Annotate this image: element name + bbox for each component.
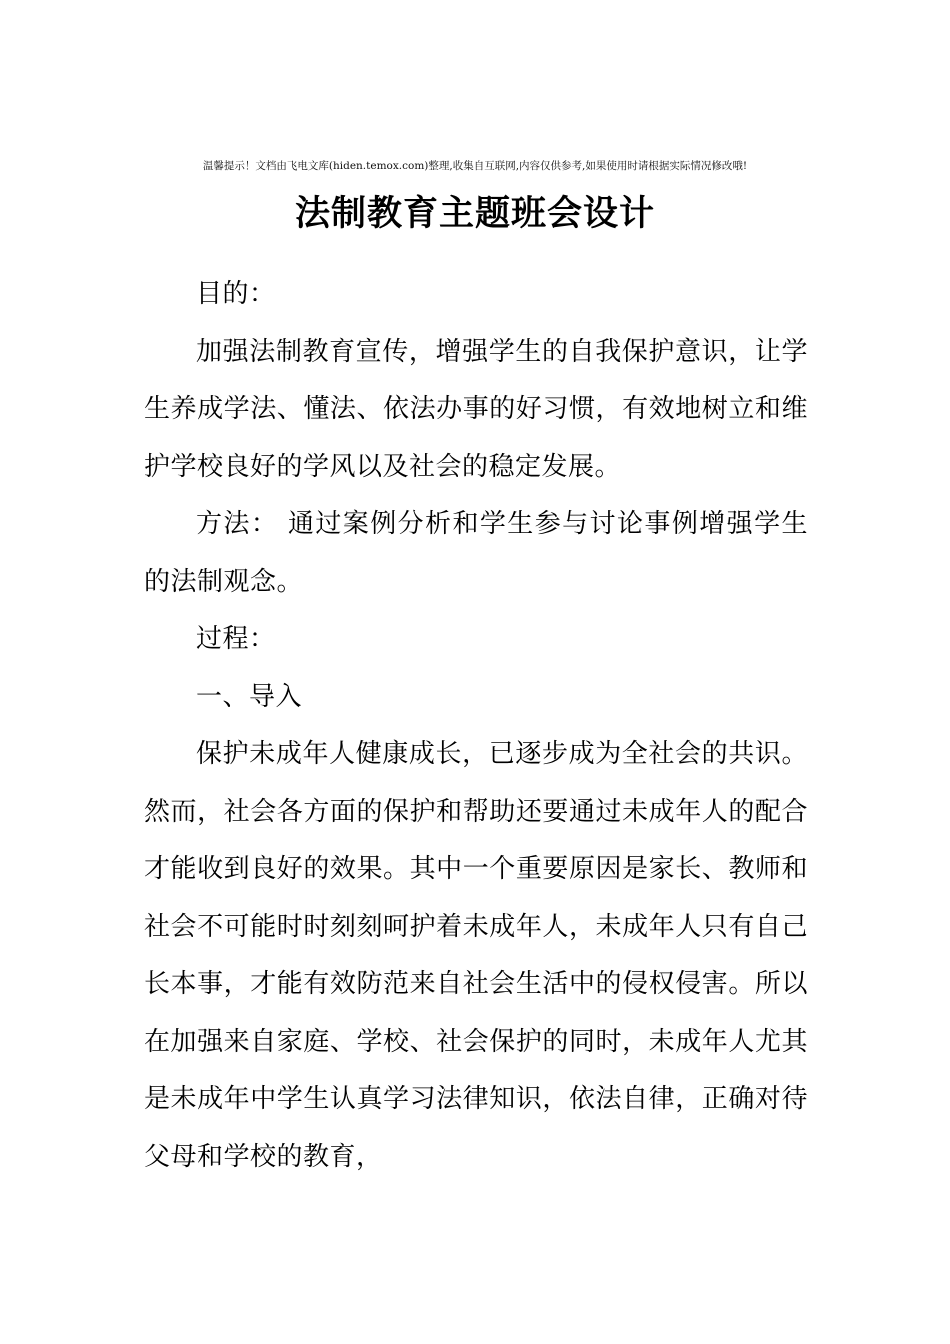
paragraph-purpose-heading: 目的： <box>196 279 276 309</box>
source-notice: 温馨提示！文档由飞电文库(hiden.temox.com)整理,收集自互联网,内容仅供参考,如果使用时请根据实际情况修改哦! <box>202 160 748 172</box>
paragraph-section-one-heading: 一、导入 <box>196 681 303 712</box>
document-title: 法制教育主题班会设计 <box>294 193 655 234</box>
paragraph-introduction: 保护未成年人健康成长，已逐步成为全社会的共识。然而，社会各方面的保护和帮助还要通过未成年人的配合才能收到良好的效果。其中一个重要原因是家长、教师和社会不可能时时刻刻呵护着未成年人，未成年人只有自己长本事，才能有效防范来自社会生活中的侵权侵害。所以在加强来自家庭、学校、社会保护的同时，未成年人尤其是未成年中学生认真学习法律知识，依法自律，正确对待父母和学校的教育， <box>144 739 808 1172</box>
paragraph-purpose: 加强法制教育宣传，增强学生的自我保护意识，让学生养成学法、懂法、依法办事的好习惯，有效地树立和维护学校良好的学风以及社会的稳定发展。 <box>144 336 808 482</box>
paragraph-process-heading: 过程： <box>196 624 276 654</box>
document-body <box>144 266 808 1186</box>
paragraph-method: 方法： 通过案例分析和学生参与讨论事例增强学生的法制观念。 <box>144 509 808 597</box>
